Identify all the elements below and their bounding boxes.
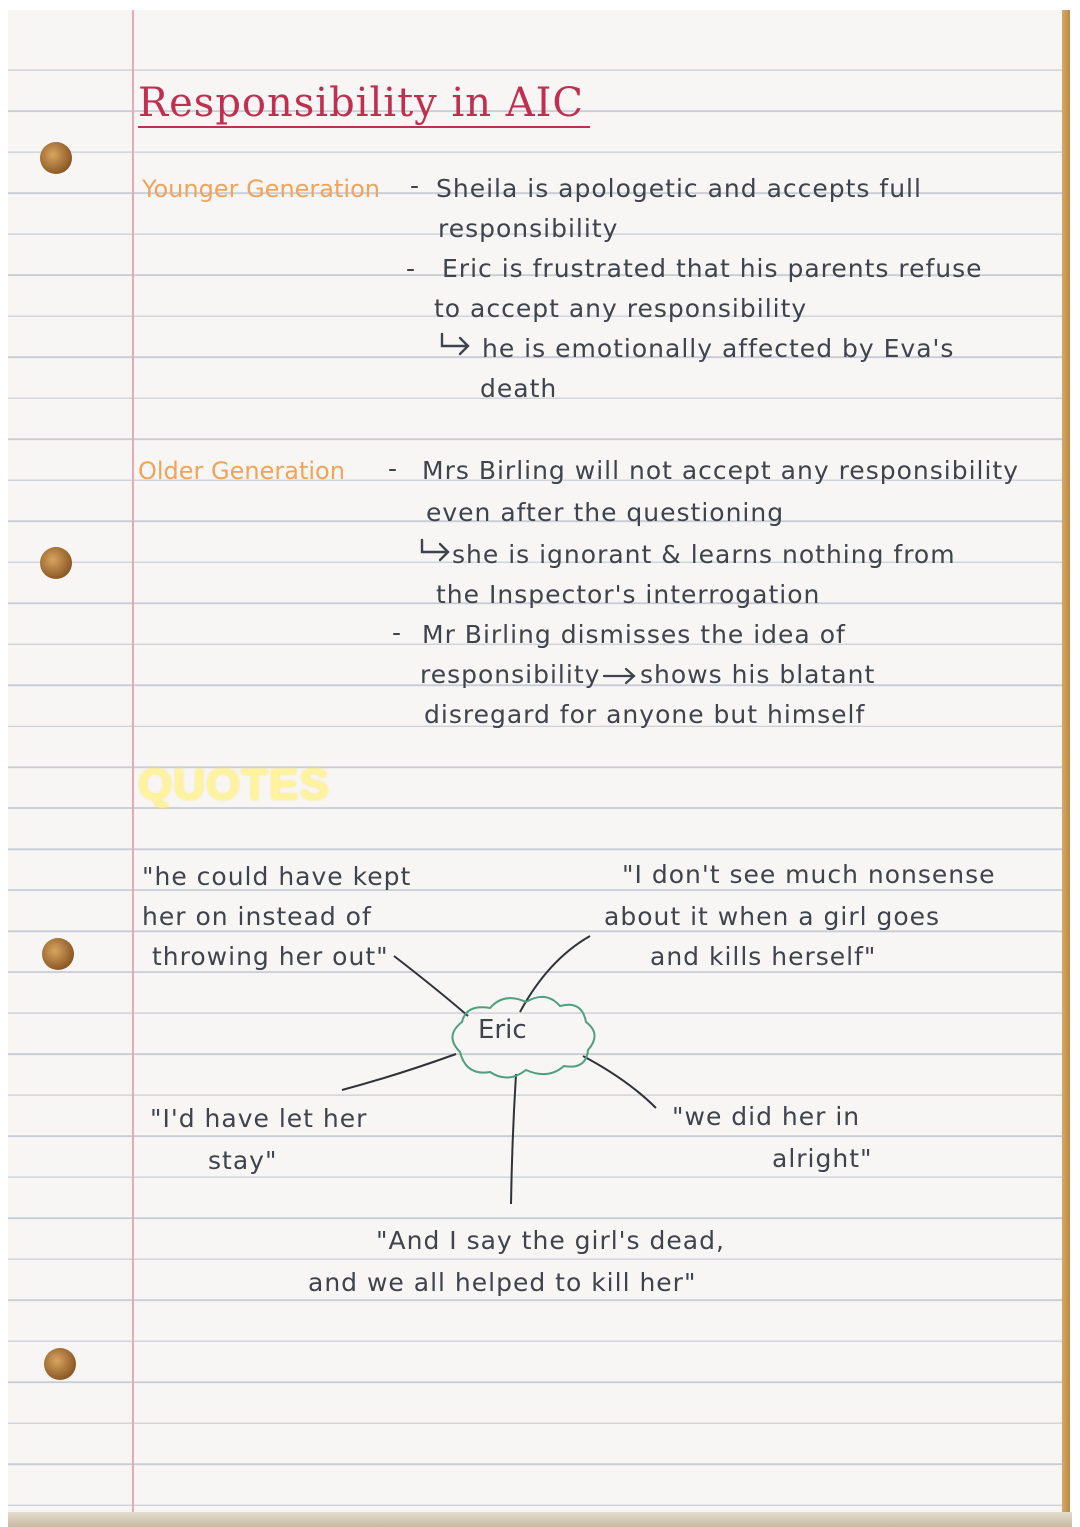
- binder-hole: [40, 547, 72, 579]
- quotes-heading: QUOTES: [138, 760, 330, 809]
- quote-4-line-2: alright": [772, 1144, 873, 1173]
- younger-generation-heading: Younger Generation: [142, 175, 380, 203]
- quote-1-line-1: "he could have kept: [142, 862, 412, 891]
- younger-line-1: Sheila is apologetic and accepts full: [436, 174, 922, 203]
- connector-line: [394, 956, 468, 1016]
- older-line-4: the Inspector's interrogation: [436, 580, 821, 609]
- older-dash-1: -: [388, 454, 399, 483]
- binder-hole: [42, 938, 74, 970]
- older-line-5: Mr Birling dismisses the idea of: [422, 620, 846, 649]
- younger-line-2: responsibility: [438, 214, 619, 243]
- younger-line-6: death: [480, 374, 558, 403]
- quote-3-line-1: "I'd have let her: [150, 1104, 368, 1133]
- younger-line-3: Eric is frustrated that his parents refuse: [442, 254, 983, 283]
- page-title: Responsibility in AIC: [138, 80, 590, 128]
- older-line-3: she is ignorant & learns nothing from: [452, 540, 956, 569]
- quote-2-line-3: and kills herself": [650, 942, 877, 971]
- younger-dash-1: -: [410, 171, 421, 200]
- quote-1-line-2: her on instead of: [142, 902, 372, 931]
- older-dash-2: -: [392, 618, 403, 647]
- quote-5-line-2: and we all helped to kill her": [308, 1268, 697, 1297]
- quote-2-line-1: "I don't see much nonsense: [622, 860, 996, 889]
- quote-3-line-2: stay": [208, 1146, 278, 1175]
- quote-1-line-3: throwing her out": [152, 942, 389, 971]
- connector-line: [342, 1054, 456, 1090]
- younger-line-5: he is emotionally affected by Eva's: [482, 334, 955, 363]
- connector-line: [583, 1056, 656, 1108]
- older-line-8: disregard for anyone but himself: [424, 700, 866, 729]
- older-line-7: shows his blatant: [640, 660, 876, 689]
- binder-hole: [44, 1348, 76, 1380]
- quote-4-line-1: "we did her in: [672, 1102, 861, 1131]
- older-line-6: responsibility: [420, 660, 601, 689]
- page-edge: [1062, 10, 1070, 1518]
- older-line-2: even after the questioning: [426, 498, 785, 527]
- connector-line: [511, 1074, 516, 1204]
- binder-hole: [40, 142, 72, 174]
- page-bottom-edge: [8, 1512, 1072, 1527]
- older-line-1: Mrs Birling will not accept any responsibility: [422, 456, 1020, 485]
- younger-dash-2: -: [406, 254, 417, 283]
- quote-2-line-2: about it when a girl goes: [604, 902, 941, 931]
- older-generation-heading: Older Generation: [138, 457, 345, 485]
- younger-line-4: to accept any responsibility: [434, 294, 808, 323]
- quote-5-line-1: "And I say the girl's dead,: [376, 1226, 725, 1255]
- eric-label: Eric: [478, 1015, 527, 1045]
- notebook-page: [8, 10, 1070, 1513]
